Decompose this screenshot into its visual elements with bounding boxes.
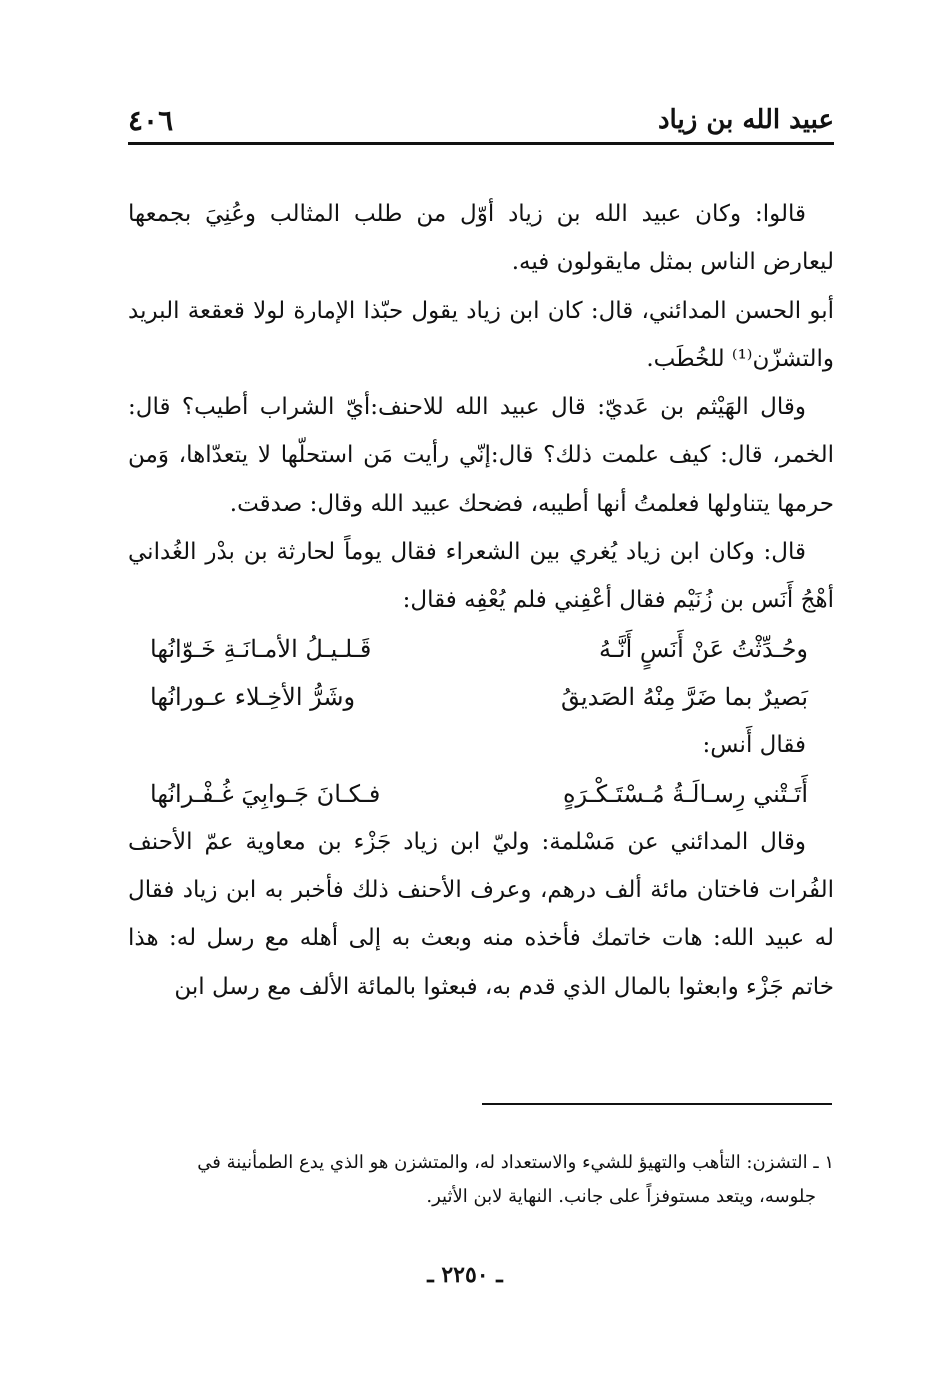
paragraph-3: وقال الهَيْثم بن عَديّ: قال عبيد الله للاحنف:أيّ الشراب أطيب؟ قال: الخمر، قال: كيف علمت ذلك؟ قال:إنّي رأيت مَن استحلّها لا يتعدّاها، وَمن حرمها يتناولها فعلمتُ أنها أطيبه، فضحك عبيد الله وقال: صدقت. <box>128 394 834 517</box>
verse-2-first-hemistich: بَصيرٌ بما ضَرَّ مِنْهُ الصَديقُ <box>560 682 808 711</box>
main-text <box>128 190 834 1011</box>
anas-said-line: فقال أَنس: <box>702 732 806 759</box>
verse-3-first-hemistich: أَتَـتْني رِسـالَـةُ مُـسْتَـكْـرَهٍ <box>562 779 808 808</box>
verse-line-3 <box>128 770 834 818</box>
verse-3-second-hemistich: فـكـانَ جَـوابِيَ غُـفْـرانُها <box>150 779 381 808</box>
running-title: عبيد الله بن زياد <box>657 105 834 135</box>
page-number: ٤٠٦ <box>128 103 174 137</box>
page-header <box>128 98 834 142</box>
paragraph-2: أبو الحسن المدائني، قال: كان ابن زياد يقول حبّذا الإمارة لولا قعقعة البريد والتشزّن⁽¹⁾ للخُطَب. <box>128 297 834 372</box>
page-footer-number: ـ ٢٢٥٠ ـ <box>427 1262 503 1288</box>
verse-2-second-hemistich: وشَرُّ الأخِـلاء عـورانُها <box>150 682 356 711</box>
verse-1-first-hemistich: وحُـدِّثْتُ عَنْ أَنَسٍ أَنَّـهُ <box>599 634 808 663</box>
footnote <box>128 1146 834 1214</box>
verse-1-second-hemistich: قَـلـيـلُ الأمـانَـةِ خَـوّانُها <box>150 634 372 663</box>
verse-line-2 <box>128 673 834 721</box>
paragraph-4: قال: وكان ابن زياد يُغري بين الشعراء فقال يوماً لحارثة بن بدْر الغُداني أهْجُ أَنَس بن زُنَيْم فقال أعْفِني فلم يُعْفِه فقال: <box>128 539 834 614</box>
verse-line-1 <box>128 625 834 673</box>
header-rule <box>128 142 834 145</box>
footnote-line-1: ١ ـ التشزن: التأهب والتهيؤ للشيء والاستعداد له، والمتشزن هو الذي يدع الطمأنينة في <box>197 1152 834 1173</box>
paragraph-1: قالوا: وكان عبيد الله بن زياد أوّل من طلب المثالب وعُنِيَ بجمعها ليعارض الناس بمثل مايقولون فيه. <box>128 201 834 276</box>
footnote-separator <box>482 1103 832 1105</box>
paragraph-5: وقال المدائني عن مَسْلمة: وليّ ابن زياد جَزْء بن معاوية عمّ الأحنف الفُرات فاختان مائة ألف درهم، وعرف الأحنف ذلك فأخبر به ابن زياد فقال له عبيد الله: هات خاتمك فأخذه منه وبعث به إلى أهله مع رسل له: هذا خاتم جَزْء وابعثوا بالمال الذي قدم به، فبعثوا بالمائة الألف مع رسل ابن <box>128 828 834 1000</box>
footnote-line-2: جلوسه، ويتعد مستوفزاً على جانب. النهاية لابن الأثير. <box>426 1186 816 1207</box>
